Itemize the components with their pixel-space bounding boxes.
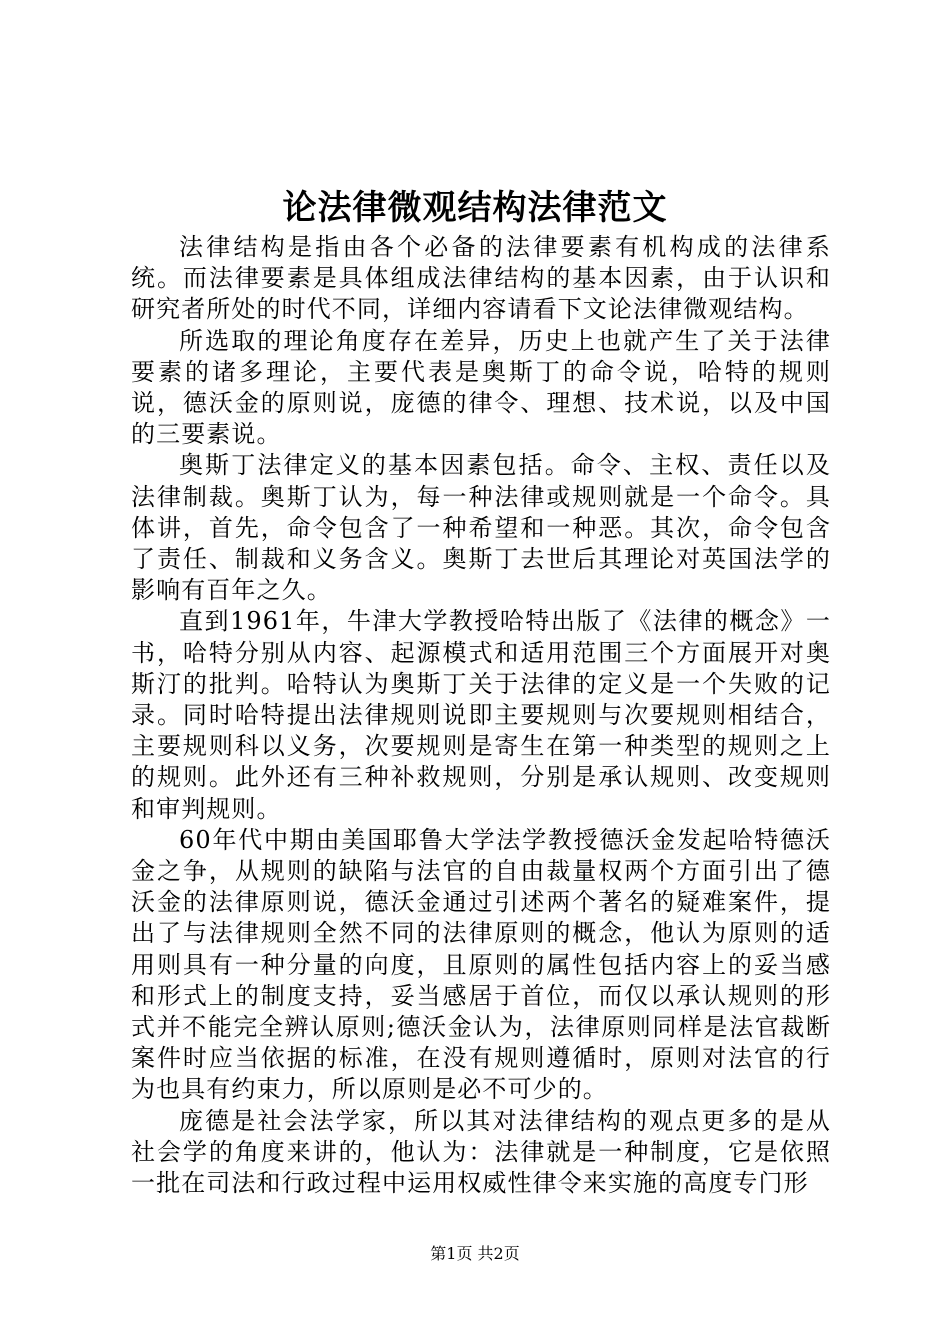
document-body [131,232,831,1199]
paragraph-5: 60年代中期由美国耶鲁大学法学教授德沃金发起哈特德沃金之争，从规则的缺陷与法官的自由裁量权两个方面引出了德沃金的法律原则说，德沃金通过引述两个著名的疑难案件，提出了与法律规则全然不同的法律原则的概念，他认为原则的适用则具有一种分量的向度，且原则的属性包括内容上的妥当感和形式上的制度支持，妥当感居于首位，而仅以承认规则的形式并不能完全辨认原则;德沃金认为，法律原则同样是法官裁断案件时应当依据的标准，在没有规则遵循时，原则对法官的行为也具有约束力，所以原则是必不可少的。 [131,825,831,1104]
paragraph-4: 直到1961年，牛津大学教授哈特出版了《法律的概念》一书，哈特分别从内容、起源模式和适用范围三个方面展开对奥斯汀的批判。哈特认为奥斯丁关于法律的定义是一个失败的记录。同时哈特提出法律规则说即主要规则与次要规则相结合，主要规则科以义务，次要规则是寄生在第一种类型的规则之上的规则。此外还有三种补救规则，分别是承认规则、改变规则和审判规则。 [131,607,831,823]
paragraph-3: 奥斯丁法律定义的基本因素包括。命令、主权、责任以及法律制裁。奥斯丁认为，每一种法律或规则就是一个命令。具体讲，首先，命令包含了一种希望和一种恶。其次，命令包含了责任、制裁和义务含义。奥斯丁去世后其理论对英国法学的影响有百年之久。 [131,451,831,605]
document-title: 论法律微观结构法律范文 [282,188,668,228]
paragraph-1: 法律结构是指由各个必备的法律要素有机构成的法律系统。而法律要素是具体组成法律结构的基本因素，由于认识和研究者所处的时代不同，详细内容请看下文论法律微观结构。 [131,233,831,324]
paragraph-2: 所选取的理论角度存在差异，历史上也就产生了关于法律要素的诸多理论，主要代表是奥斯丁的命令说，哈特的规则说，德沃金的原则说，庞德的律令、理想、技术说，以及中国的三要素说。 [131,326,831,449]
page-footer: 第1页 共2页 [430,1244,520,1263]
paragraph-6: 庞德是社会法学家，所以其对法律结构的观点更多的是从社会学的角度来讲的，他认为：法律就是一种制度，它是依照一批在司法和行政过程中运用权威性律令来实施的高度专门形 [131,1106,831,1198]
